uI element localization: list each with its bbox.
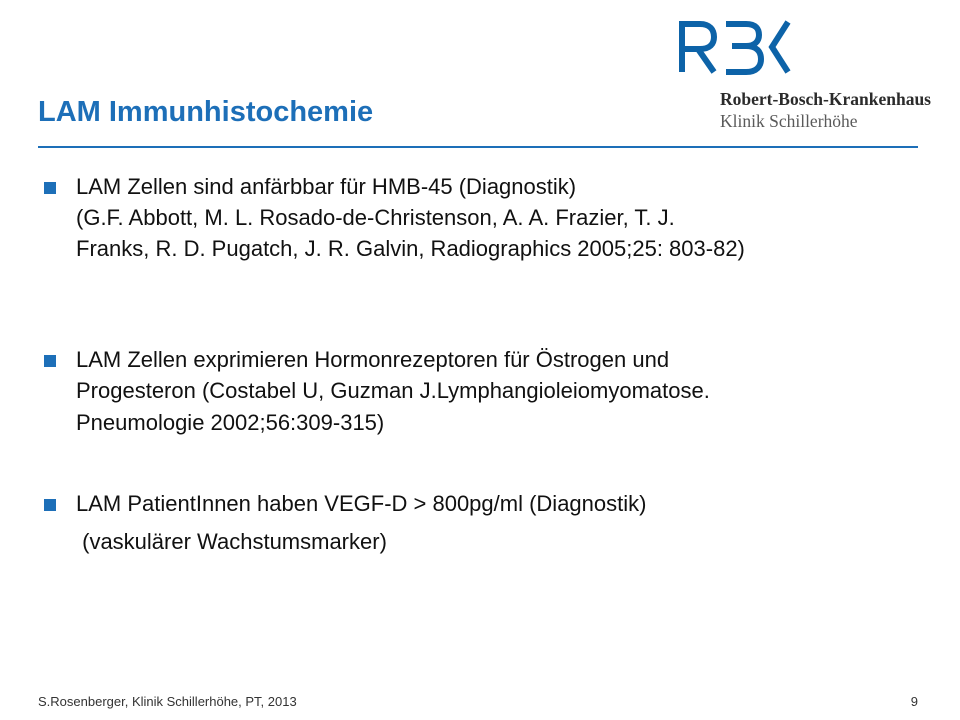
- bullet-line: Progesteron (Costabel U, Guzman J.Lymphangioleiomyomatose.: [76, 378, 710, 403]
- logo-hospital-name: Robert-Bosch-Krankenhaus: [720, 89, 931, 109]
- footer-text: S.Rosenberger, Klinik Schillerhöhe, PT, 2013: [38, 694, 297, 709]
- bullet-line: LAM Zellen sind anfärbbar für HMB-45 (Diagnostik): [76, 174, 577, 199]
- hospital-logo: [674, 16, 931, 131]
- rbk-logo-icon: [676, 18, 794, 76]
- bullet-line: (G.F. Abbott, M. L. Rosado-de-Christenson, A. A. Frazier, T. J.: [76, 205, 675, 230]
- bullet-line: Franks, R. D. Pugatch, J. R. Galvin, Radiographics 2005;25: 803-82): [76, 236, 745, 261]
- bullet-square-icon: [44, 499, 56, 511]
- bullet-line: (vaskulärer Wachstumsmarker): [76, 529, 387, 554]
- title-divider: [38, 146, 918, 148]
- bullet-line: LAM Zellen exprimieren Hormonrezeptoren für Östrogen und: [76, 347, 670, 372]
- bullet-line: Pneumologie 2002;56:309-315): [76, 410, 385, 435]
- slide-title: LAM Immunhistochemie: [38, 96, 374, 128]
- bullet-square-icon: [44, 182, 56, 194]
- bullet-square-icon: [44, 355, 56, 367]
- logo-clinic-name: Klinik Schillerhöhe: [720, 111, 858, 131]
- bullet-line: LAM PatientInnen haben VEGF-D > 800pg/ml (Diagnostik): [76, 491, 647, 516]
- page-number: 9: [910, 694, 918, 709]
